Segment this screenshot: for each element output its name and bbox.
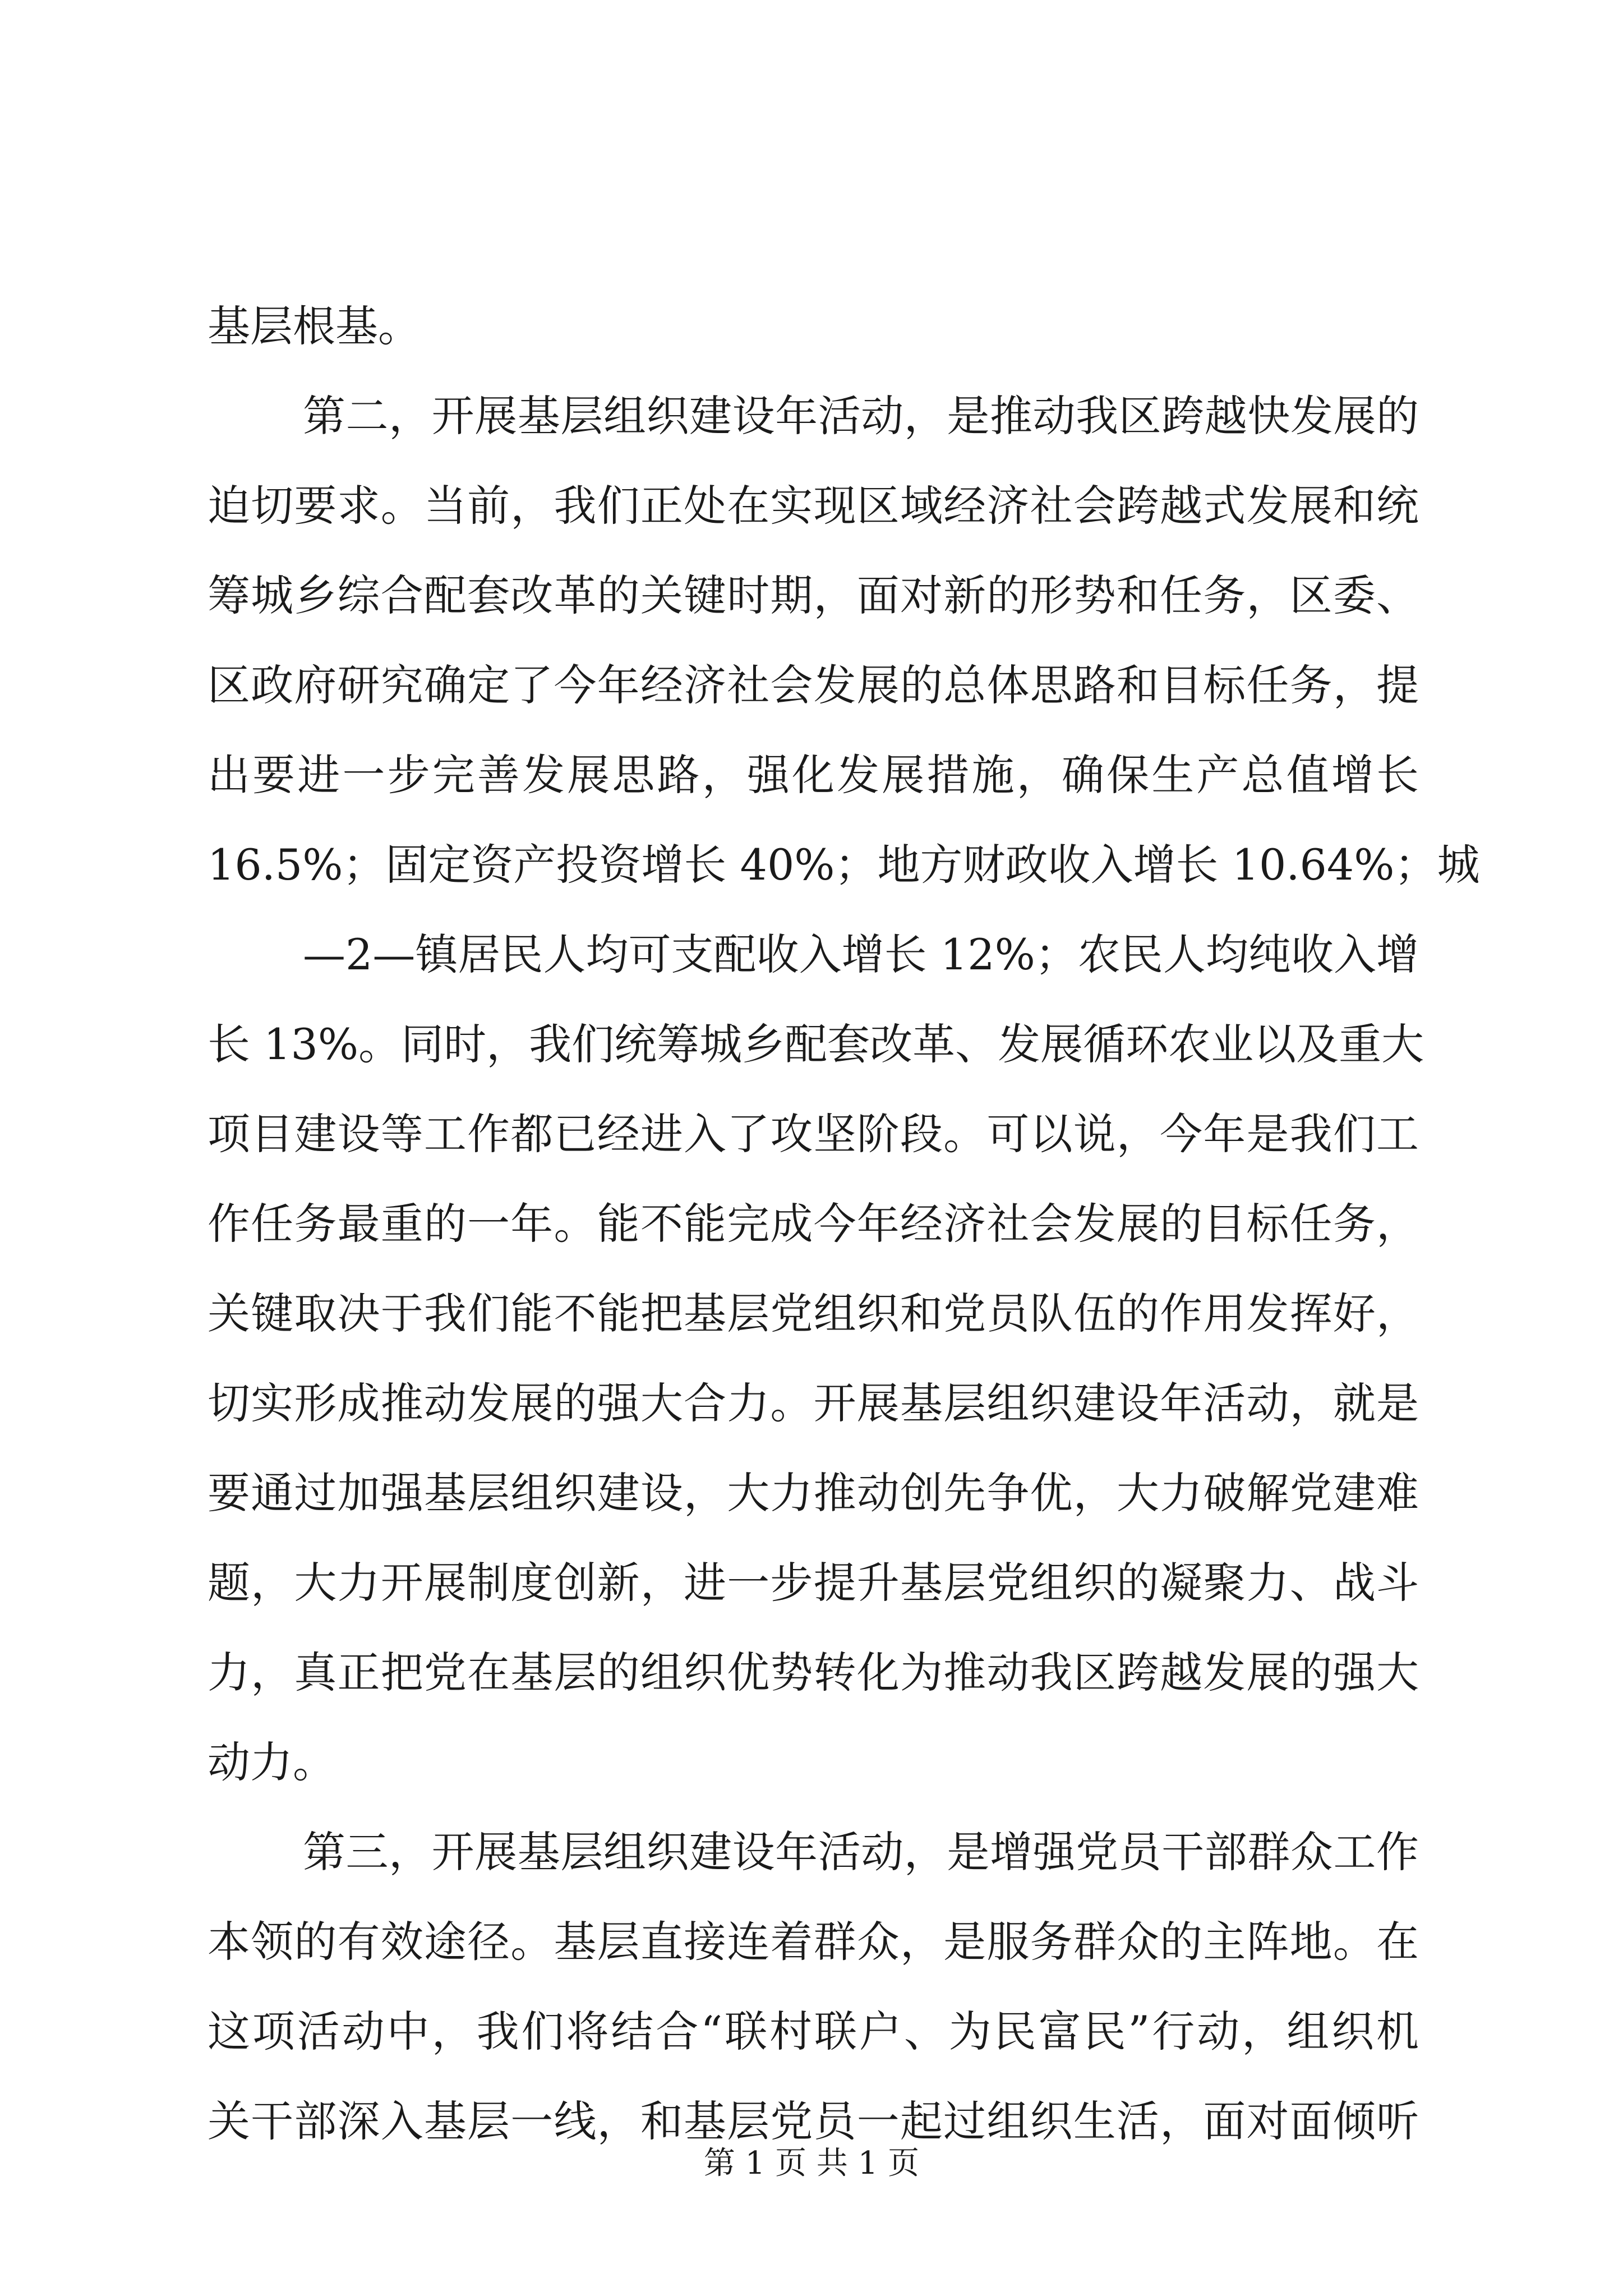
- text-line: 出要进一步完善发展思路，强化发展措施，确保生产总值增长: [208, 750, 1419, 800]
- text-line: 长 13%。同时，我们统筹城乡配套改革、发展循环农业以及重大: [208, 1019, 1424, 1069]
- text-line: 本领的有效途径。基层直接连着群众，是服务群众的主阵地。在: [208, 1917, 1419, 1967]
- text-line: 作任务最重的一年。能不能完成今年经济社会发展的目标任务，: [208, 1199, 1419, 1249]
- text-line-with-page-marker: —2—镇居民人均可支配收入增长 12%；农民人均纯收入增: [303, 930, 1419, 979]
- page-footer: 第 1 页 共 1 页: [703, 2145, 920, 2182]
- text-line: 筹城乡综合配套改革的关键时期，面对新的形势和任务，区委、: [208, 570, 1419, 620]
- text-line: 切实形成推动发展的强大合力。开展基层组织建设年活动，就是: [208, 1378, 1419, 1428]
- text-line: 16.5%；固定资产投资增长 40%；地方财政收入增长 10.64%；城: [208, 840, 1480, 890]
- paragraph-start-line: 第二，开展基层组织建设年活动，是推动我区跨越快发展的: [303, 391, 1419, 441]
- text-line: 项目建设等工作都已经进入了攻坚阶段。可以说，今年是我们工: [208, 1109, 1419, 1159]
- text-line: 关键取决于我们能不能把基层党组织和党员队伍的作用发挥好，: [208, 1289, 1419, 1338]
- text-line: 区政府研究确定了今年经济社会发展的总体思路和目标任务，提: [208, 660, 1419, 710]
- paragraph-start-line: 第三，开展基层组织建设年活动，是增强党员干部群众工作: [303, 1827, 1419, 1877]
- text-line: 关干部深入基层一线，和基层党员一起过组织生活，面对面倾听: [208, 2096, 1419, 2146]
- text-line: 基层根基。: [208, 301, 421, 351]
- text-line: 题，大力开展制度创新，进一步提升基层党组织的凝聚力、战斗: [208, 1558, 1419, 1608]
- text-line: 动力。: [208, 1737, 335, 1787]
- text-line: 力，真正把党在基层的组织优势转化为推动我区跨越发展的强大: [208, 1648, 1419, 1697]
- text-line: 这项活动中，我们将结合“联村联户、为民富民”行动，组织机: [208, 2007, 1419, 2056]
- text-line: 要通过加强基层组织建设，大力推动创先争优，大力破解党建难: [208, 1468, 1419, 1518]
- text-line: 迫切要求。当前，我们正处在实现区域经济社会跨越式发展和统: [208, 481, 1419, 531]
